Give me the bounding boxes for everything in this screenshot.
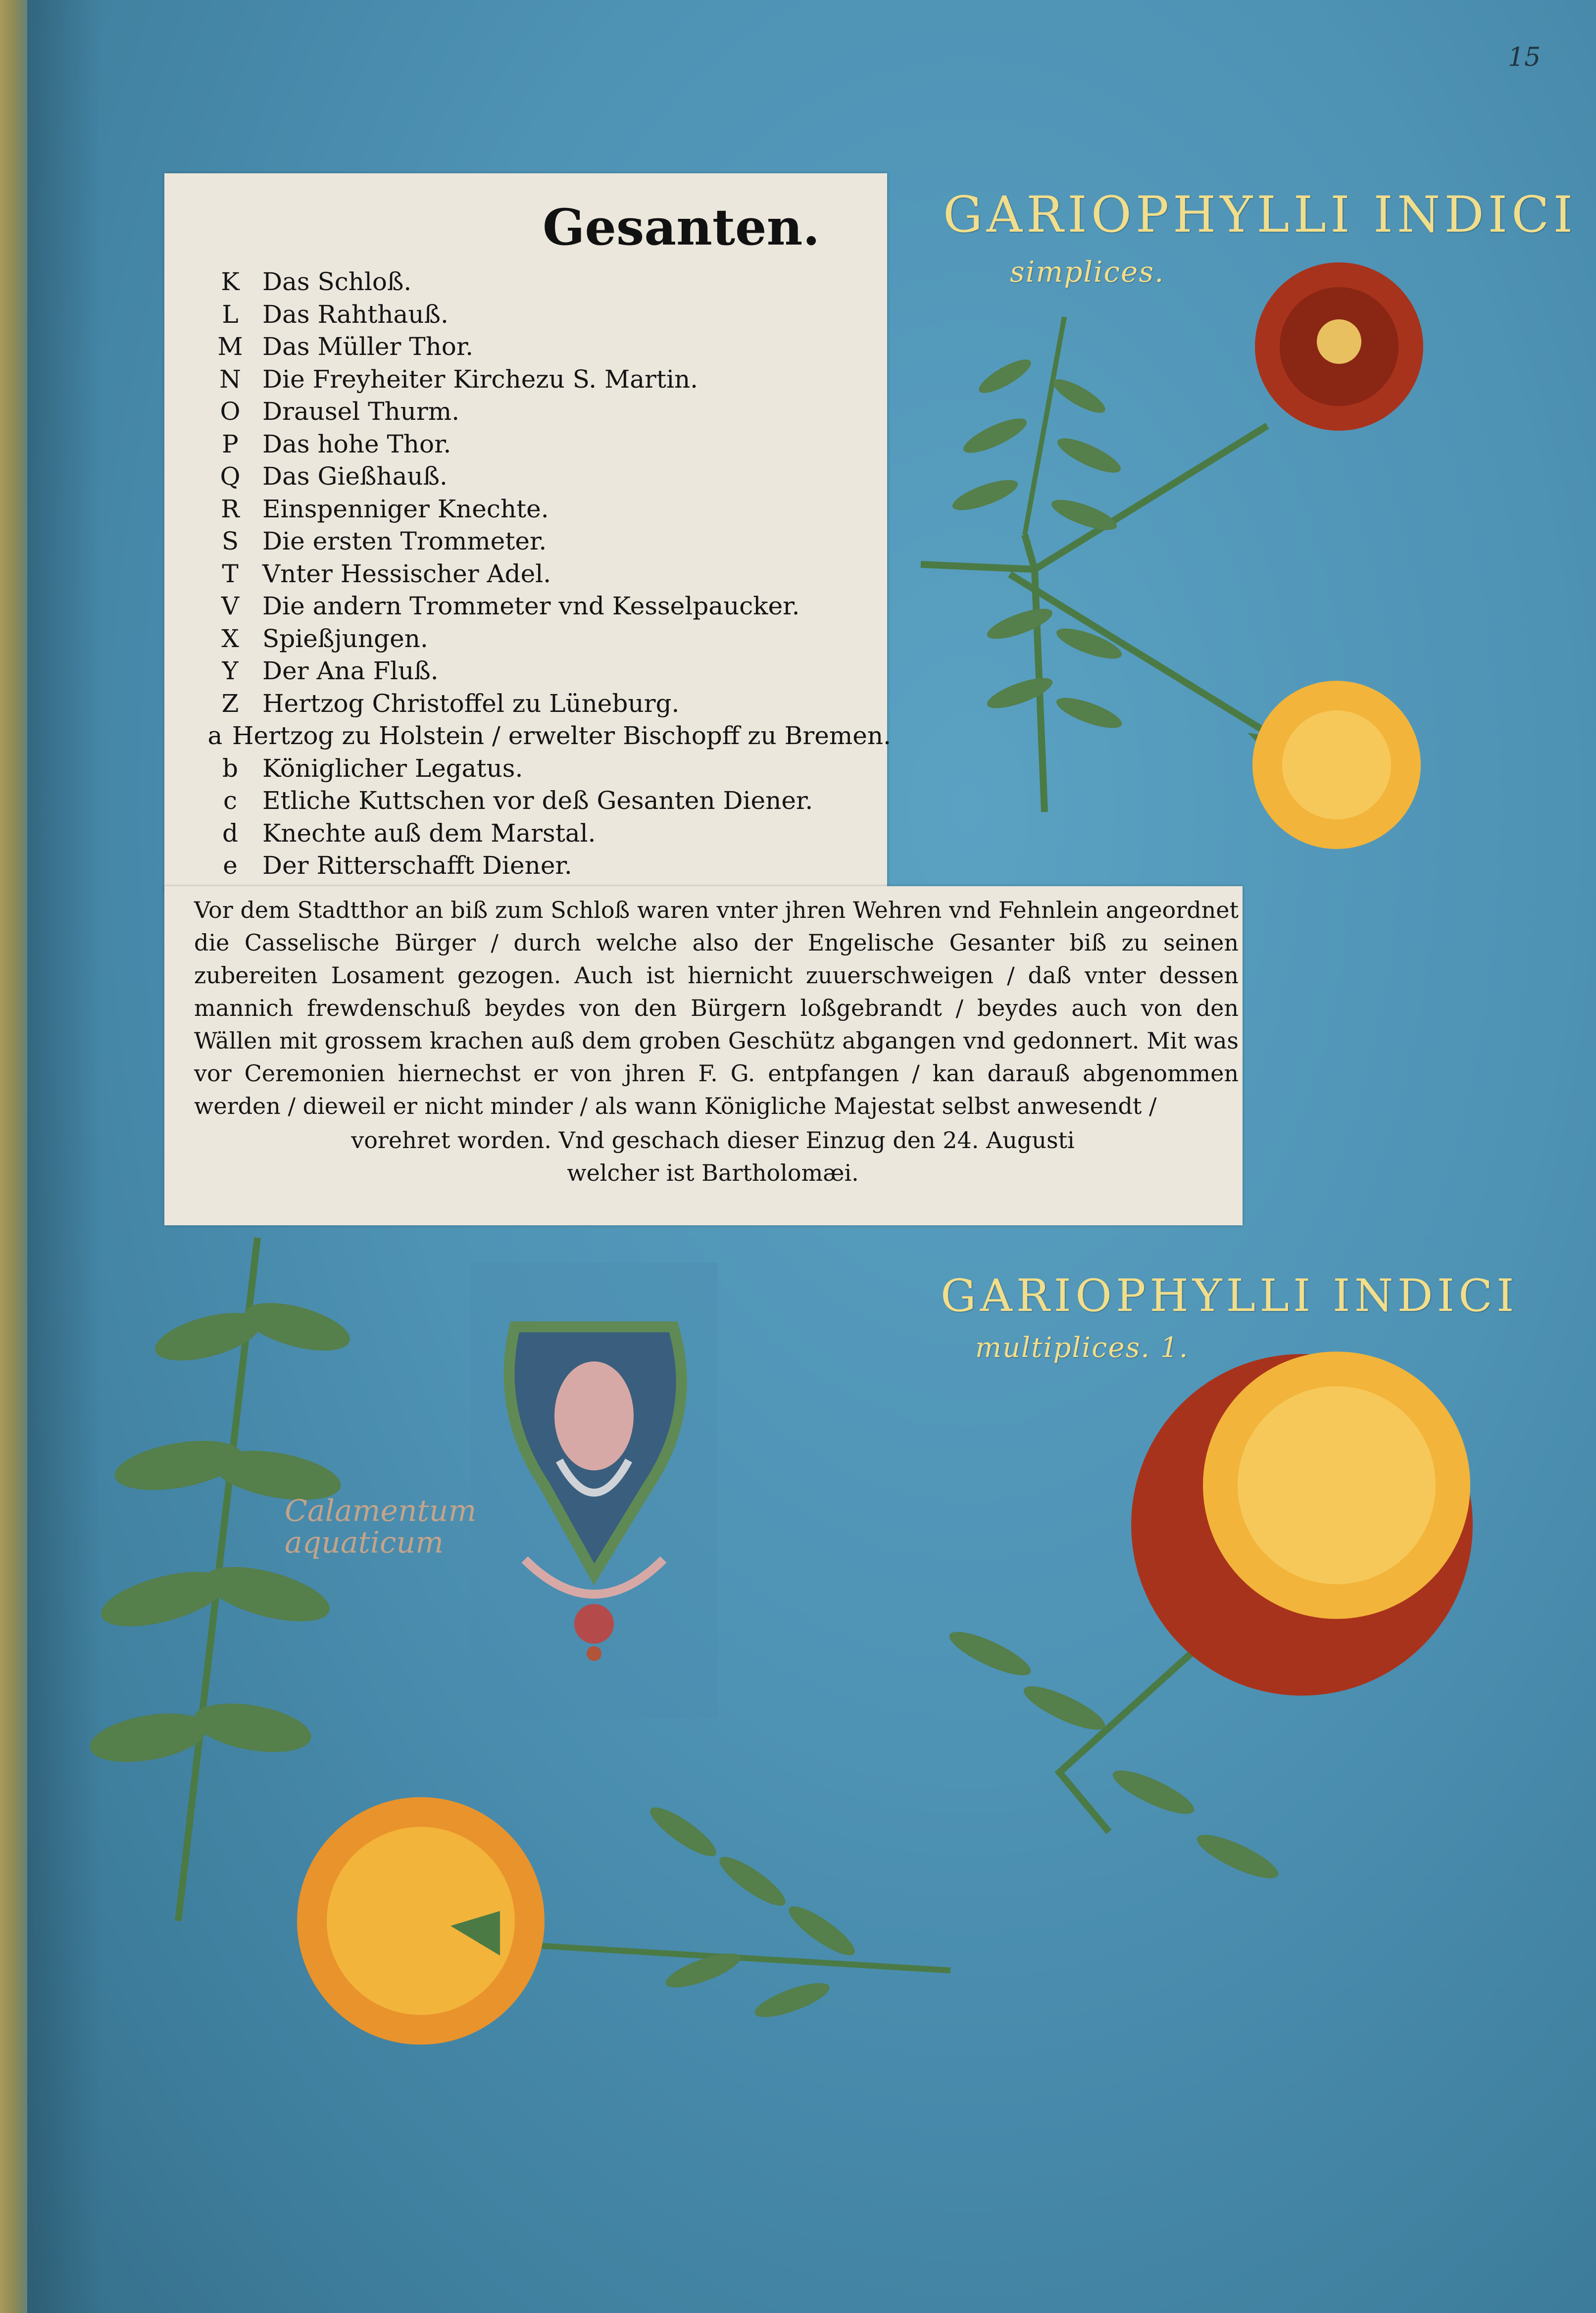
sheet-paragraph: Vor dem Stadtthor an biß zum Schloß waren vnter jhren Wehren vnd Fehnlein angeordnet die Casselische Bürger / durch welche also der Engelische Gesanter biß zu seinen zubereiten Losament gezogen. Auch ist hiernicht zuuerschweigen / daß vnter dessen mannich frewdenschuß beydes von den Bürgern loßgebrandt / beydes auch von den Wällen mit grossem krachen auß dem groben Geschütz abgangen vnd gedonnert. Mit was vor Ceremonien hiernechst er von jhren F. G. entpfangen / kan darauß abgenommen werden / dieweil er nicht minder / als wann Königliche Majestat selbst anwesendt / — [194, 897, 1239, 1119]
legend-text: Einspenniger Knechte. — [262, 494, 549, 523]
legend-key: a — [207, 721, 223, 750]
legend-key: K — [221, 267, 240, 296]
legend-key: O — [220, 397, 241, 426]
legend-text: Der Ritterschafft Diener. — [262, 851, 572, 880]
legend-key: V — [221, 592, 240, 620]
legend-text: Das Gießhauß. — [262, 462, 448, 491]
legend-text: Der Ana Fluß. — [262, 656, 439, 685]
legend-key: X — [221, 624, 239, 653]
legend-text: Drausel Thurm. — [262, 397, 460, 426]
subtitle-simple-marigold: simplices. — [1010, 255, 1165, 289]
legend-text: Knechte auß dem Marstal. — [262, 818, 596, 848]
legend-key: P — [222, 429, 239, 458]
double-marigold-flower-upper — [1131, 1352, 1473, 1696]
legend-key: Y — [222, 656, 239, 685]
legend-text: Spießjungen. — [262, 624, 428, 653]
legend-text: Hertzog zu Holstein / erwelter Bischopff zu Bremen. — [232, 721, 891, 750]
legend-key: S — [221, 527, 239, 555]
legend-text: Vnter Hessischer Adel. — [262, 559, 551, 588]
title-simple-marigold: GARIOPHYLLI INDICI — [943, 186, 1577, 244]
legend-text: Die ersten Trommeter. — [262, 527, 547, 555]
folio-number: 15 — [1508, 43, 1541, 72]
legend-key: d — [222, 818, 238, 848]
grotesque-mask-ornament — [470, 1262, 718, 1718]
legend-key: b — [222, 754, 238, 783]
legend-text: Königlicher Legatus. — [262, 754, 523, 783]
sheet-heading: Gesanten. — [543, 198, 820, 256]
herb-label: Calamentum aquaticum — [285, 1494, 477, 1560]
legend-key: Z — [221, 689, 239, 718]
subtitle-double-marigold: multiplices. 1. — [975, 1332, 1189, 1364]
legend-key: Q — [220, 462, 241, 491]
legend-key: c — [223, 786, 237, 815]
double-marigold-flower-lower — [297, 1797, 545, 2045]
red-marigold-flower — [1255, 262, 1423, 431]
marigold-simple-plant — [921, 262, 1423, 849]
legend-key: R — [221, 494, 240, 523]
yellow-marigold-flower — [1247, 681, 1421, 849]
calamentum-herb — [86, 1238, 355, 1921]
sheet-paragraph-end: vorehret worden. Vnd geschach dieser Einzug den 24. Augusti welcher ist Bartholomæi. — [351, 1127, 1075, 1186]
legend-text: Die Freyheiter Kirchezu S. Martin. — [262, 364, 698, 394]
legend-key: T — [222, 559, 239, 588]
legend-text: Das hohe Thor. — [262, 429, 451, 458]
legend-text: Das Rahthauß. — [262, 300, 449, 329]
legend-key: N — [219, 364, 241, 394]
legend-text: Das Müller Thor. — [262, 332, 474, 361]
legend-text: Etliche Kuttschen vor deß Gesanten Diener. — [262, 786, 813, 815]
legend-key: L — [222, 300, 239, 329]
legend-key: e — [223, 851, 238, 880]
legend-text: Die andern Trommeter vnd Kesselpaucker. — [262, 592, 800, 620]
legend-key: M — [217, 332, 243, 361]
legend-text: Hertzog Christoffel zu Lüneburg. — [262, 689, 680, 718]
title-double-marigold: GARIOPHYLLI INDICI — [941, 1270, 1518, 1322]
legend-text: Das Schloß. — [262, 267, 412, 296]
